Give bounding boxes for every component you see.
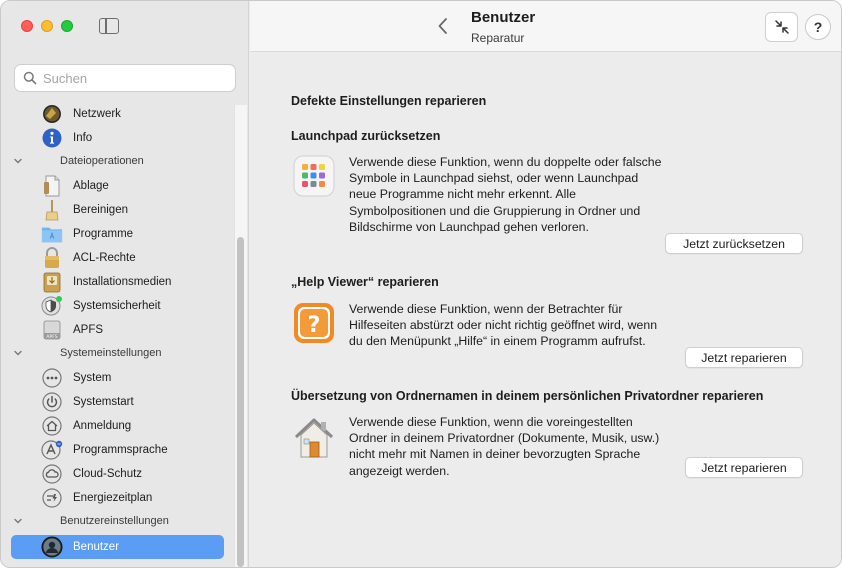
- info-icon: [41, 127, 63, 149]
- network-globe-icon: [41, 103, 63, 125]
- sidebar-group-label: Dateioperationen: [60, 155, 144, 167]
- sidebar-group-label: Benutzereinstellungen: [60, 515, 169, 527]
- help-button[interactable]: ?: [805, 14, 831, 40]
- sidebar-item-label: Programme: [73, 228, 134, 240]
- home-folder-icon: [293, 416, 335, 458]
- cloud-icon: [41, 463, 63, 485]
- home-icon: [41, 415, 63, 437]
- sidebar: [1, 1, 249, 568]
- search-icon: [23, 71, 37, 85]
- sidebar-group-benutzereinstellungen[interactable]: [11, 510, 224, 534]
- sidebar-item-label: Systemstart: [73, 396, 134, 408]
- reset-launchpad-button[interactable]: Jetzt zurücksetzen: [665, 233, 803, 254]
- sidebar-item-label: Bereinigen: [73, 204, 128, 216]
- chevron-down-icon: [13, 516, 23, 526]
- ellipsis-icon: [41, 367, 63, 389]
- help-viewer-icon: [293, 302, 335, 344]
- sidebar-item-label: System: [73, 372, 112, 384]
- sidebar-item-acl-rechte[interactable]: [11, 246, 224, 270]
- sidebar-item-installationsmedien[interactable]: [11, 270, 224, 294]
- chevron-left-icon[interactable]: [436, 17, 450, 35]
- sidebar-item-cloud-schutz[interactable]: [11, 462, 224, 486]
- sidebar-item-programme[interactable]: [11, 222, 224, 246]
- installer-icon: [41, 271, 63, 293]
- section-title-launchpad: Launchpad zurücksetzen: [291, 129, 441, 143]
- page-heading: Defekte Einstellungen reparieren: [291, 94, 487, 108]
- power-icon: [41, 391, 63, 413]
- apfs-drive-icon: [41, 319, 63, 341]
- section-text-launchpad: Verwende diese Funktion, wenn du doppelte oder falsche Symbole in Launchpad siehst, oder wenn Launchpad neue Programme nicht mehr erkennt. Alle Symbolpositionen und die Gruppierung in Ordner und Bildschirme von Launchpad gehen verloren.: [349, 155, 662, 234]
- section-text-folder-names: Verwende diese Funktion, wenn die voreingestellten Ordner in deinem Privatordner (Dokumente, Musik, usw.) nicht mehr mit Namen in deiner bevorzugten Sprache angezeigt werden.: [349, 415, 660, 478]
- document-icon: [41, 175, 63, 197]
- sidebar-group-systemeinstellungen[interactable]: [11, 342, 224, 366]
- window-title: Benutzer: [471, 9, 536, 26]
- sidebar-item-systemstart[interactable]: [11, 390, 224, 414]
- sidebar-nav: [1, 102, 249, 568]
- applications-folder-icon: [41, 223, 63, 245]
- main-content: [250, 53, 842, 568]
- sidebar-toggle-icon[interactable]: [99, 18, 119, 34]
- sidebar-item-netzwerk[interactable]: [11, 102, 224, 126]
- sidebar-item-label: Systemsicherheit: [73, 300, 161, 312]
- sidebar-group-dateioperationen[interactable]: [11, 150, 224, 174]
- sidebar-item-label: Netzwerk: [73, 108, 121, 120]
- collapse-view-button[interactable]: [765, 12, 798, 42]
- collapse-arrows-icon: [773, 18, 791, 36]
- language-icon: [41, 439, 63, 461]
- chevron-down-icon: [13, 348, 23, 358]
- user-icon: [41, 536, 63, 558]
- svg-text:?: ?: [307, 313, 321, 338]
- svg-text:APFS: APFS: [46, 335, 58, 340]
- sidebar-group-label: Systemeinstellungen: [60, 347, 162, 359]
- minimize-window-button[interactable]: [41, 20, 53, 32]
- sidebar-item-benutzer[interactable]: [11, 535, 224, 559]
- sidebar-item-label: Benutzer: [73, 541, 120, 553]
- sidebar-item-label: Cloud-Schutz: [73, 468, 143, 480]
- toolbar: [250, 1, 842, 52]
- sidebar-item-label: Programmsprache: [73, 444, 168, 456]
- window-controls: [21, 20, 73, 32]
- section-title-folder-names: Übersetzung von Ordnernamen in deinem persönlichen Privatordner reparieren: [291, 389, 764, 403]
- zoom-window-button[interactable]: [61, 20, 73, 32]
- search-placeholder: Suchen: [43, 70, 88, 86]
- sidebar-item-label: Anmeldung: [73, 420, 132, 432]
- sidebar-item-info[interactable]: [11, 126, 224, 150]
- sidebar-item-anmeldung[interactable]: [11, 414, 224, 438]
- energy-schedule-icon: [41, 487, 63, 509]
- repair-help-viewer-button[interactable]: Jetzt reparieren: [685, 347, 803, 368]
- sidebar-item-ablage[interactable]: [11, 174, 224, 198]
- launchpad-icon: [293, 155, 335, 197]
- window-subtitle: Reparatur: [471, 31, 525, 45]
- sidebar-item-systemsicherheit[interactable]: [11, 294, 224, 318]
- close-window-button[interactable]: [21, 20, 33, 32]
- sidebar-item-label: Installationsmedien: [73, 276, 172, 288]
- chevron-down-icon: [13, 156, 23, 166]
- sidebar-item-bereinigen[interactable]: [11, 198, 224, 222]
- sidebar-item-system[interactable]: [11, 366, 224, 390]
- broom-icon: [41, 199, 63, 221]
- sidebar-scrollbar-thumb[interactable]: [237, 237, 244, 567]
- shield-icon: [41, 295, 63, 317]
- sidebar-item-label: APFS: [73, 324, 104, 336]
- sidebar-item-label: Info: [73, 132, 93, 144]
- sidebar-item-apfs[interactable]: [11, 318, 224, 342]
- section-title-help-viewer: „Help Viewer“ reparieren: [291, 275, 439, 289]
- search-field[interactable]: [14, 64, 236, 92]
- lock-icon: [41, 247, 63, 269]
- sidebar-item-programmsprache[interactable]: [11, 438, 224, 462]
- sidebar-item-label: ACL-Rechte: [73, 252, 136, 264]
- sidebar-item-energiezeitplan[interactable]: [11, 486, 224, 510]
- section-text-help-viewer: Verwende diese Funktion, wenn der Betrachter für Hilfeseiten abstürzt oder nicht richtig geöffnet wird, wenn du den Menüpunkt „Hilfe“ in einem Programm aufrufst.: [349, 302, 658, 349]
- sidebar-item-label: Energiezeitplan: [73, 492, 153, 504]
- repair-folder-names-button[interactable]: Jetzt reparieren: [685, 457, 803, 478]
- sidebar-item-label: Ablage: [73, 180, 109, 192]
